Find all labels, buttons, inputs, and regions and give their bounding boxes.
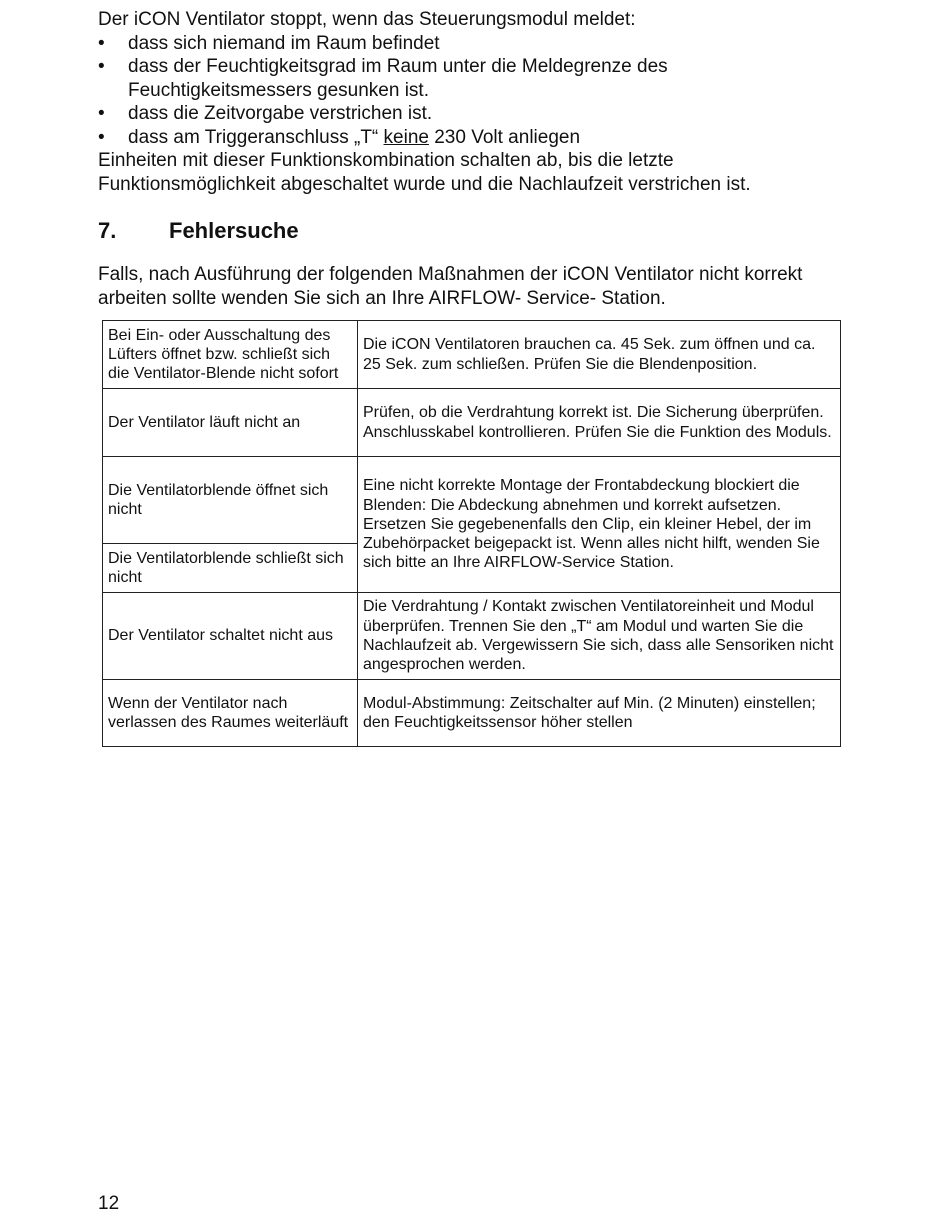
table-row [103, 680, 841, 747]
page-body [98, 8, 843, 310]
table-row [103, 457, 841, 544]
bullet-icon: • [98, 56, 105, 77]
solution-cell: Prüfen, ob die Verdrahtung korrekt ist. Die Sicherung überprüfen. Anschlusskabel kontrollieren. Prüfen Sie die Funktion des Moduls. [358, 389, 841, 457]
problem-cell: Der Ventilator schaltet nicht aus [103, 593, 358, 680]
solution-cell: Die iCON Ventilatoren brauchen ca. 45 Sek. zum öffnen und ca. 25 Sek. zum schließen. Prüfen Sie die Blendenposition. [358, 321, 841, 389]
list-item: • dass der Feuchtigkeitsgrad im Raum unter die Meldegrenze des Feuchtigkeitsmessers gesunken ist. [98, 56, 668, 101]
problem-cell: Die Ventilatorblende öffnet sich nicht [103, 457, 358, 544]
problem-cell: Die Ventilatorblende schließt sich nicht [103, 544, 358, 593]
table-row [103, 321, 841, 389]
page-number: 12 [98, 1193, 120, 1214]
list-item: • dass am Triggeranschluss „T“ keine 230 Volt anliegen [98, 126, 581, 148]
closing-text: Einheiten mit dieser Funktionskombination schalten ab, bis die letzte Funktionsmöglichkeit abgeschaltet wurde und die Nachlaufzeit verstrichen ist. [98, 150, 751, 195]
lead-text: Der iCON Ventilator stoppt, wenn das Steuerungsmodul meldet: [98, 9, 636, 30]
list-item: • dass die Zeitvorgabe verstrichen ist. [98, 103, 433, 124]
table-row [103, 389, 841, 457]
underlined-keyword: keine [383, 126, 429, 148]
troubleshooting-table [102, 320, 841, 747]
bullet-icon: • [98, 103, 105, 124]
section-intro: Falls, nach Ausführung der folgenden Maßnahmen der iCON Ventilator nicht korrekt arbeiten sollte wenden Sie sich an Ihre AIRFLOW- Service- Station. [98, 264, 803, 309]
problem-cell: Bei Ein- oder Ausschaltung des Lüfters öffnet bzw. schließt sich die Ventilator-Blende nicht sofort [103, 321, 358, 389]
section-title: Fehlersuche [169, 218, 299, 243]
solution-cell: Eine nicht korrekte Montage der Frontabdeckung blockiert die Blenden: Die Abdeckung abnehmen und korrekt aufsetzen. Ersetzen Sie gegebenenfalls den Clip, ein kleiner Hebel, der im Zubehörpacket beigepackt ist. Wenn alles nicht hilft, wenden Sie sich bitte an Ihre AIRFLOW-Service Station. [358, 457, 841, 593]
problem-cell: Der Ventilator läuft nicht an [103, 389, 358, 457]
stop-conditions-list [98, 32, 843, 150]
table-row [103, 593, 841, 680]
list-item: • dass sich niemand im Raum befindet [98, 32, 440, 54]
problem-cell: Wenn der Ventilator nach verlassen des Raumes weiterläuft [103, 680, 358, 747]
bullet-icon: • [98, 126, 105, 148]
section-heading [98, 216, 843, 246]
section-number: 7. [98, 218, 117, 243]
solution-cell: Die Verdrahtung / Kontakt zwischen Ventilatoreinheit und Modul überprüfen. Trennen Sie den „T“ am Modul und warten Sie die Nachlaufzeit ab. Vergewissern Sie sich, dass alle Sensoriken nicht angesprochen werden. [358, 593, 841, 680]
solution-cell: Modul-Abstimmung: Zeitschalter auf Min. (2 Minuten) einstellen; den Feuchtigkeitssensor höher stellen [358, 680, 841, 747]
bullet-icon: • [98, 32, 105, 54]
